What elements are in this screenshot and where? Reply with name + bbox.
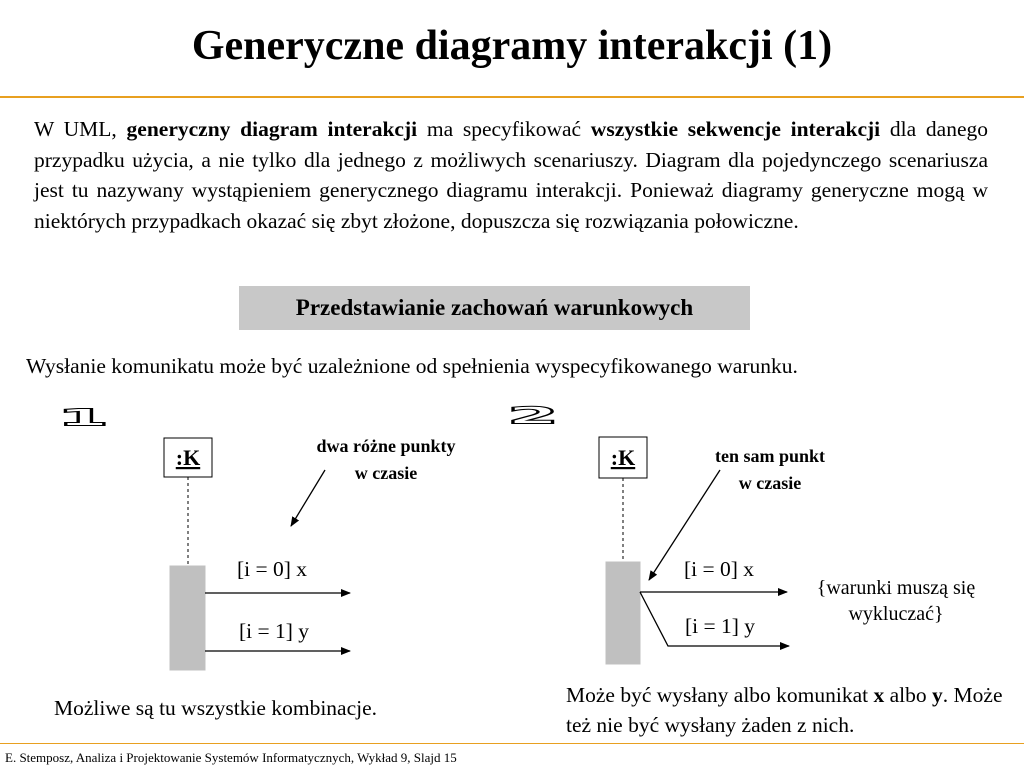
message-3-label: [i = 0] x: [683, 557, 755, 581]
footer-divider: [0, 743, 1024, 744]
constraint-line-2: wykluczać}: [848, 603, 944, 625]
constraint-line-1: {warunki muszą się: [816, 577, 976, 599]
caption-2-text-2: albo: [884, 683, 933, 707]
intro-text-1: W UML,: [34, 117, 127, 141]
slide-footer: E. Stemposz, Analiza i Projektowanie Systemów Informatycznych, Wykład 9, Slajd 15: [5, 750, 457, 765]
diagram-1: [57, 405, 456, 670]
caption-2-text-1: Może być wysłany albo komunikat: [566, 683, 874, 707]
object-label-2: :K: [610, 445, 636, 470]
diagram-1-number: 1: [56, 404, 110, 432]
message-2-label: [i = 1] y: [238, 619, 310, 643]
note-1-pointer: [291, 470, 325, 526]
caption-2-bold-x: x: [873, 683, 885, 707]
note-2-line-2: w czasie: [738, 473, 802, 493]
activation-bar-1: [170, 566, 205, 670]
activation-bar-2: [606, 562, 640, 664]
intro-bold-2: wszystkie sekwencje interakcji: [590, 117, 881, 141]
caption-2-bold-y: y: [932, 683, 943, 707]
note-2-line-1: ten sam punkt: [714, 446, 826, 466]
intro-bold-1: generyczny diagram interakcji: [126, 117, 418, 141]
object-label-1: :K: [175, 445, 201, 470]
intro-text-2: ma specyfikować: [417, 117, 591, 141]
slide-title: Generyczne diagramy interakcji (1): [191, 23, 833, 69]
diagram-2: [507, 403, 975, 664]
diagram-2-caption: [566, 680, 1006, 740]
diagram-2-number: 2: [506, 402, 560, 430]
lead-text: Wysłanie komunikatu może być uzależnione od spełnienia wyspecyfikowanego warunku.: [26, 354, 798, 378]
note-1-line-2: w czasie: [354, 463, 418, 483]
message-4-label: [i = 1] y: [684, 614, 756, 638]
diagram-1-caption: Możliwe są tu wszystkie kombinacje.: [54, 696, 378, 720]
caption-2-text-3: . Może też nie być wysłany żaden z nich.: [566, 683, 1003, 737]
message-1-label: [i = 0] x: [236, 557, 308, 581]
note-1-line-1: dwa różne punkty: [316, 436, 456, 456]
section-heading: Przedstawianie zachowań warunkowych: [239, 286, 750, 330]
intro-text-3: dla danego przypadku użycia, a nie tylko dla jednego z możliwych scenariuszy. Diagram dla pojedynczego scenariusza jest tu nazywany wystąpieniem generycznego diagramu interakcji. Ponieważ diagramy generyczne mogą w niektórych przypadkach okazać się zbyt złożone, dopuszcza się rozwiązania połowiczne.: [34, 117, 989, 233]
